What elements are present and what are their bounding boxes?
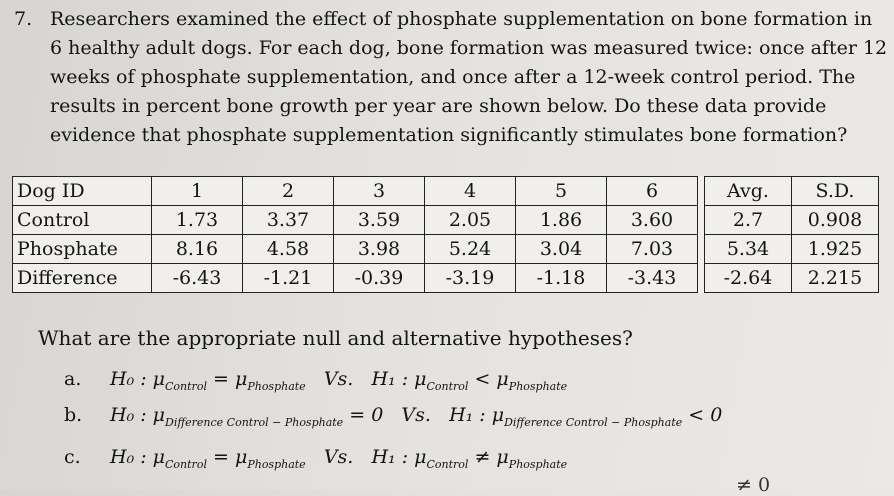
table-cell: 3.04 xyxy=(516,235,607,264)
table-cell: Avg. xyxy=(705,177,792,206)
subscript: Phosphate xyxy=(247,379,306,393)
option-letter: b. xyxy=(64,404,83,426)
table-cell: Difference xyxy=(13,264,152,293)
data-table xyxy=(12,176,879,293)
alt-hypothesis: H₁ : μ xyxy=(449,404,505,426)
cut-off-text: ≠ 0 xyxy=(736,474,771,496)
null-hypothesis: H₀ : μ xyxy=(110,404,166,426)
table-cell: 3.59 xyxy=(334,206,425,235)
alt-hypothesis: H₁ : μ xyxy=(371,368,427,390)
relation: = 0 xyxy=(343,404,384,426)
relation: < μ xyxy=(468,368,509,390)
table-cell: 3.37 xyxy=(243,206,334,235)
question-line: results in percent bone growth per year are shown below. Do these data provide xyxy=(50,95,827,117)
table-cell: 0.908 xyxy=(792,206,879,235)
table-cell: 2 xyxy=(243,177,334,206)
table-cell: 5.34 xyxy=(705,235,792,264)
vs-label: Vs. xyxy=(401,404,431,426)
subscript: Control xyxy=(426,379,469,393)
table-gap xyxy=(698,235,705,264)
table-cell: 5 xyxy=(516,177,607,206)
table-cell: 7.03 xyxy=(607,235,698,264)
table-cell: Phosphate xyxy=(13,235,152,264)
option-b[interactable] xyxy=(64,404,723,429)
subscript: Phosphate xyxy=(508,379,568,393)
hypotheses-prompt: What are the appropriate null and alternative hypotheses? xyxy=(38,326,633,350)
question-line: evidence that phosphate supplementation significantly stimulates bone formation? xyxy=(50,124,848,146)
table-cell: Dog ID xyxy=(13,177,152,206)
table-cell: 4.58 xyxy=(243,235,334,264)
table-header-row xyxy=(13,177,879,206)
table-gap xyxy=(698,264,705,293)
table-cell: -3.19 xyxy=(425,264,516,293)
question-number: 7. xyxy=(14,8,33,30)
null-hypothesis: H₀ : μ xyxy=(110,446,166,468)
table-cell: 2.7 xyxy=(705,206,792,235)
table-cell: 6 xyxy=(607,177,698,206)
null-hypothesis: H₀ : μ xyxy=(110,368,166,390)
subscript: Difference Control − Phosphate xyxy=(504,415,683,429)
option-c[interactable] xyxy=(64,446,568,471)
subscript: Difference Control − Phosphate xyxy=(165,415,344,429)
table-cell: 1.86 xyxy=(516,206,607,235)
table-cell: 1.925 xyxy=(792,235,879,264)
table-cell: S.D. xyxy=(792,177,879,206)
table-gap xyxy=(698,177,705,206)
question-line: Researchers examined the effect of phosphate supplementation on bone formation in xyxy=(50,8,873,30)
relation: ≠ μ xyxy=(468,446,509,468)
table-cell: 5.24 xyxy=(425,235,516,264)
question-line: weeks of phosphate supplementation, and once after a 12-week control period. The xyxy=(50,66,856,88)
relation: < 0 xyxy=(682,404,723,426)
table-cell: 3.98 xyxy=(334,235,425,264)
table-cell: 1 xyxy=(152,177,243,206)
option-letter: a. xyxy=(64,368,82,390)
table-cell: Control xyxy=(13,206,152,235)
option-letter: c. xyxy=(64,446,81,468)
table-cell: 3 xyxy=(334,177,425,206)
table-cell: -0.39 xyxy=(334,264,425,293)
table-cell: 4 xyxy=(425,177,516,206)
table-row xyxy=(13,264,879,293)
option-a[interactable] xyxy=(64,368,568,393)
table-cell: -3.43 xyxy=(607,264,698,293)
table-row xyxy=(13,235,879,264)
table-cell: -1.18 xyxy=(516,264,607,293)
vs-label: Vs. xyxy=(323,368,354,390)
table-cell: -6.43 xyxy=(152,264,243,293)
table-cell: -2.64 xyxy=(705,264,792,293)
table-cell: 2.215 xyxy=(792,264,879,293)
table-cell: 8.16 xyxy=(152,235,243,264)
table-cell: 1.73 xyxy=(152,206,243,235)
table-cell: 3.60 xyxy=(607,206,698,235)
question-line: 6 healthy adult dogs. For each dog, bone formation was measured twice: once after 12 xyxy=(50,37,888,59)
alt-hypothesis: H₁ : μ xyxy=(371,446,427,468)
subscript: Phosphate xyxy=(247,457,306,471)
subscript: Control xyxy=(165,379,207,393)
relation: = μ xyxy=(206,446,248,468)
vs-label: Vs. xyxy=(323,446,354,468)
table-cell: -1.21 xyxy=(243,264,334,293)
subscript: Control xyxy=(426,457,469,471)
subscript: Control xyxy=(165,457,207,471)
subscript: Phosphate xyxy=(508,457,568,471)
table-gap xyxy=(698,206,705,235)
relation: = μ xyxy=(206,368,248,390)
table-row xyxy=(13,206,879,235)
table-cell: 2.05 xyxy=(425,206,516,235)
